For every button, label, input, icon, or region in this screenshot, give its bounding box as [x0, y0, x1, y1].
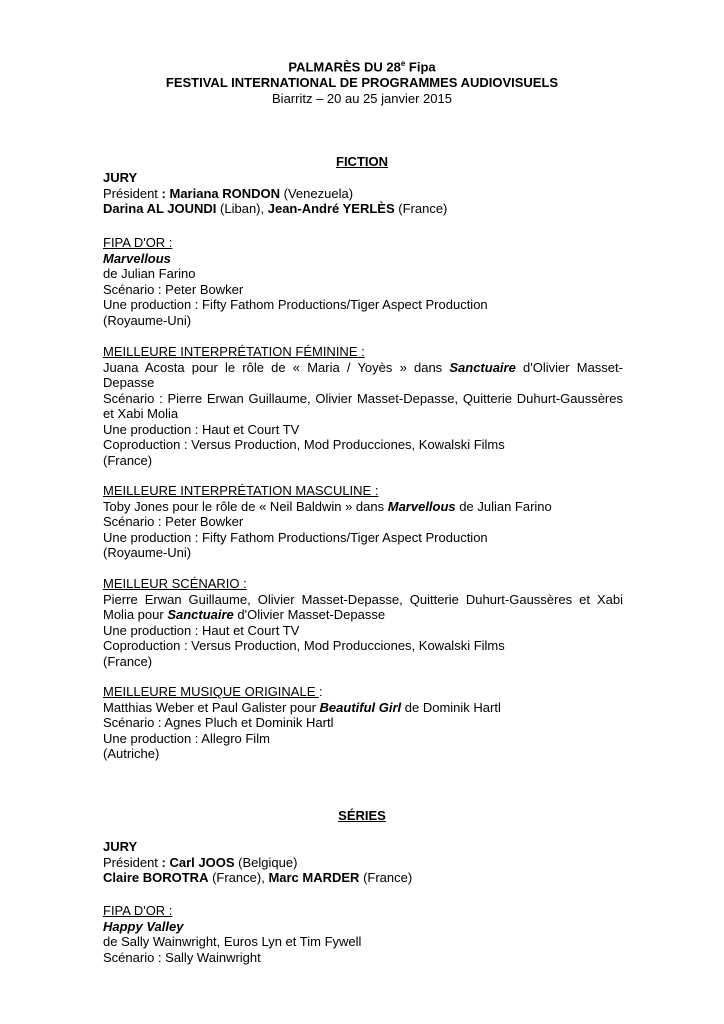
fiction-best-screenplay — [103, 576, 623, 669]
award-label: MEILLEUR SCÉNARIO : — [103, 576, 247, 591]
award-country: (France) — [103, 452, 153, 468]
award-directors: de Sally Wainwright, Euros Lyn et Tim Fywell — [103, 934, 362, 949]
fiction-jury — [103, 170, 623, 217]
award-scenario: Scénario : Agnes Pluch et Dominik Hartl — [103, 715, 334, 730]
award-label: MEILLEURE INTERPRÉTATION FÉMININE : — [103, 344, 365, 359]
fiction-best-actor — [103, 483, 623, 561]
festival-dates: Biarritz – 20 au 25 janvier 2015 — [272, 91, 452, 107]
award-scenario: Scénario : Pierre Erwan Guillaume, Olivier Masset-Depasse, Quitterie Duhurt-Gaussères et Xabi Molia — [103, 390, 623, 421]
jury-heading: JURY — [103, 170, 138, 185]
award-scenario: Scénario : Peter Bowker — [103, 514, 244, 529]
award-label: FIPA D'OR : — [103, 903, 173, 918]
series-fipa-or — [103, 903, 623, 965]
award-work-title: Marvellous — [103, 250, 171, 266]
award-production: Une production : Haut et Court TV — [103, 622, 300, 638]
fiction-best-music — [103, 684, 623, 762]
award-director: de Julian Farino — [103, 266, 196, 281]
award-production: Une production : Fifty Fathom Productions/Tiger Aspect Production — [103, 297, 488, 312]
fiction-best-actress — [103, 344, 623, 468]
jury-members: Darina AL JOUNDI (Liban), Jean-André YERLÈS (France) — [103, 201, 448, 216]
award-winner: Pierre Erwan Guillaume, Olivier Masset-Depasse, Quitterie Duhurt-Gaussères et Xabi Molia pour Sanctuaire d'Olivier Masset-Depasse — [103, 591, 623, 622]
award-label: FIPA D'OR : — [103, 235, 173, 250]
award-production: Une production : Allegro Film — [103, 730, 270, 746]
award-production: Une production : Haut et Court TV — [103, 421, 300, 437]
award-scenario: Scénario : Sally Wainwright — [103, 949, 261, 965]
jury-president: Président : Mariana RONDON (Venezuela) — [103, 185, 354, 201]
award-scenario: Scénario : Peter Bowker — [103, 281, 244, 297]
award-winner: Matthias Weber et Paul Galister pour Beautiful Girl de Dominik Hartl — [103, 699, 501, 715]
award-work-title: Happy Valley — [103, 918, 184, 934]
award-coproduction: Coproduction : Versus Production, Mod Producciones, Kowalski Films — [103, 437, 505, 452]
series-jury — [103, 839, 623, 886]
award-country: (Royaume-Uni) — [103, 312, 192, 328]
jury-president: Président : Carl JOOS (Belgique) — [103, 854, 298, 870]
festival-subtitle: FESTIVAL INTERNATIONAL DE PROGRAMMES AUDIOVISUELS — [165, 75, 559, 91]
award-label: MEILLEURE MUSIQUE ORIGINALE : — [103, 684, 323, 699]
section-title-fiction: FICTION — [336, 154, 388, 169]
award-country: (Autriche) — [103, 746, 160, 761]
award-label: MEILLEURE INTERPRÉTATION MASCULINE : — [103, 483, 379, 498]
award-production: Une production : Fifty Fathom Productions/Tiger Aspect Production — [103, 529, 488, 545]
award-coproduction: Coproduction : Versus Production, Mod Producciones, Kowalski Films — [103, 638, 505, 653]
award-winner: Juana Acosta pour le rôle de « Maria / Yoyès » dans Sanctuaire d'Olivier Masset-Depasse — [103, 359, 623, 390]
document-header — [0, 56, 724, 107]
section-title-series: SÉRIES — [338, 808, 386, 823]
jury-members: Claire BOROTRA (France), Marc MARDER (France) — [103, 870, 413, 885]
jury-heading: JURY — [103, 839, 138, 854]
award-country: (France) — [103, 653, 153, 669]
award-country: (Royaume-Uni) — [103, 545, 192, 560]
festival-title: PALMARÈS DU 28e Fipa — [288, 59, 436, 75]
fiction-fipa-or — [103, 235, 623, 328]
award-winner: Toby Jones pour le rôle de « Neil Baldwin » dans Marvellous de Julian Farino — [103, 498, 552, 514]
